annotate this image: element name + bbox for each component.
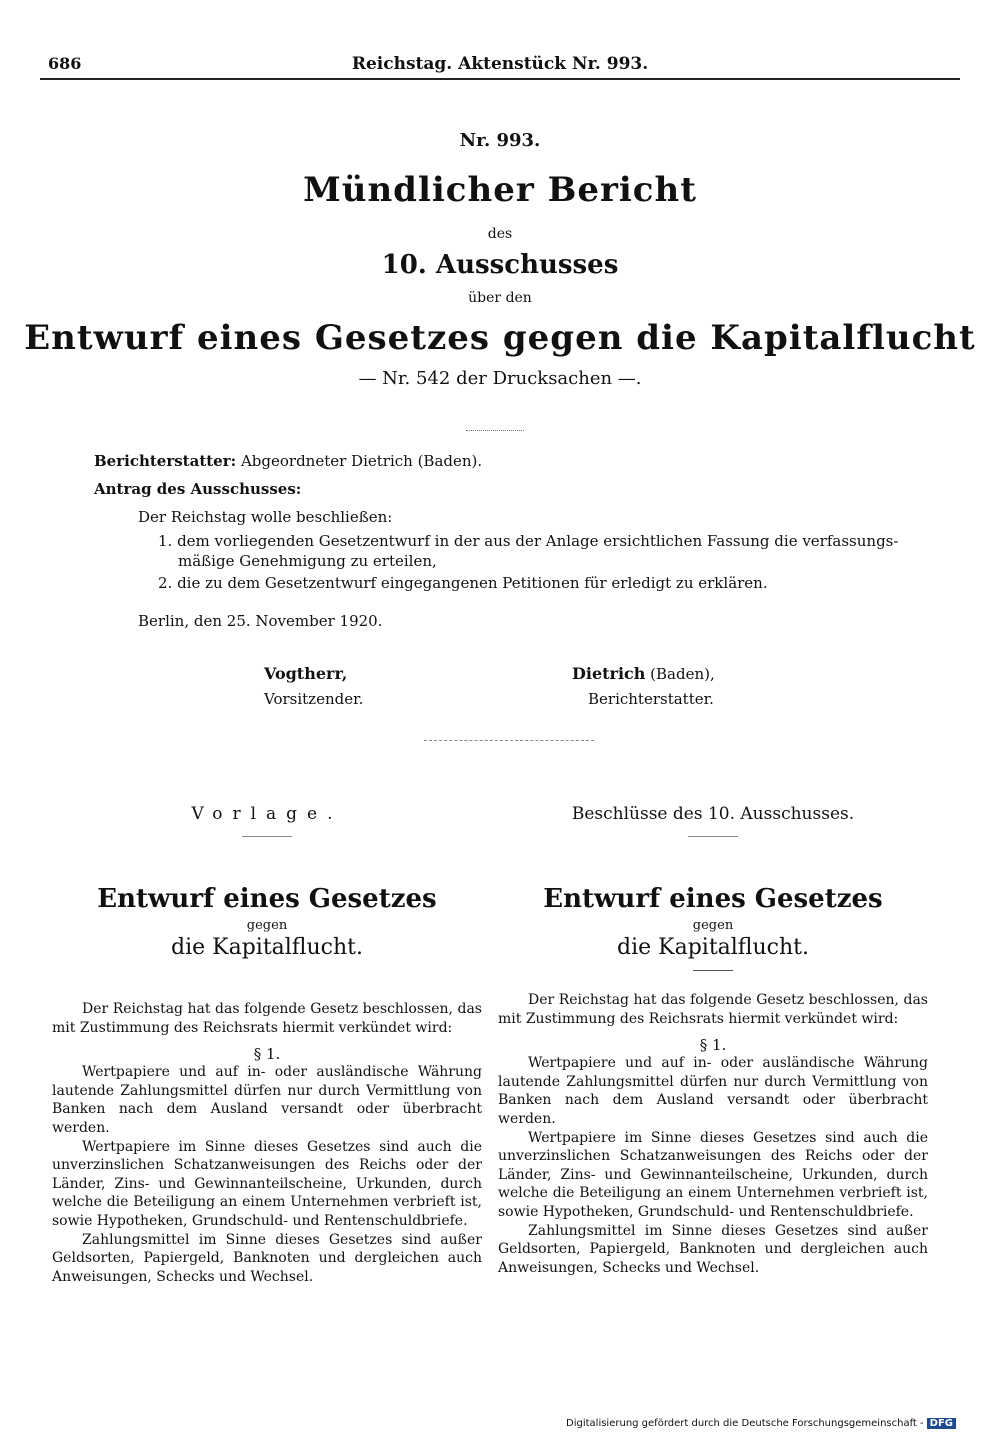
- left-draft-title: Entwurf eines Gesetzes: [97, 884, 437, 914]
- right-section-1: § 1.: [699, 1036, 727, 1055]
- right-gegen: gegen: [692, 918, 734, 933]
- antrag-label: Antrag des Ausschusses:: [94, 480, 302, 498]
- ueber-line: über den: [468, 290, 532, 306]
- subject-title: Entwurf eines Gesetzes gegen die Kapitalflucht: [24, 318, 976, 358]
- signature-reporter: [572, 664, 715, 683]
- right-column: [498, 884, 928, 1277]
- left-draft-subtitle: die Kapitalflucht.: [171, 935, 363, 960]
- dfg-logo: DFG: [927, 1418, 956, 1429]
- antrag-intro: Der Reichstag wolle beschließen:: [138, 508, 393, 526]
- right-draft-title: Entwurf eines Gesetzes: [543, 884, 883, 914]
- left-paragraph-3: Zahlungsmittel im Sinne dieses Gesetzes sind außer Geldsorten, Papiergeld, Banknoten und dergleichen auch Anweisungen, Schecks und Wechsel.: [52, 1231, 482, 1285]
- right-draft-subtitle: die Kapitalflucht.: [617, 935, 809, 960]
- page-number: 686: [48, 54, 82, 73]
- des-line: des: [487, 226, 513, 242]
- document-heading: Mündlicher Bericht: [303, 170, 697, 210]
- rule: [688, 836, 738, 837]
- berichterstatter-value: Abgeordneter Dietrich (Baden).: [240, 452, 483, 470]
- signature-reporter-suffix: (Baden),: [645, 665, 715, 683]
- header-rule: [40, 78, 960, 80]
- footer-text: Digitalisierung gefördert durch die Deutsche Forschungsgemeinschaft -: [566, 1418, 924, 1429]
- left-paragraph-1: Wertpapiere und auf in- oder ausländische Währung lautende Zahlungsmittel dürfen nur durch Vermittlung von Banken nach dem Ausland versandt oder überbracht werden.: [52, 1064, 482, 1136]
- digitization-footer: [566, 1418, 956, 1429]
- signature-reporter-name: Dietrich: [572, 664, 646, 683]
- left-gegen: gegen: [246, 918, 288, 933]
- title-rule: [693, 970, 733, 971]
- antrag-item-2: 2. die zu dem Gesetzentwurf eingegangenen Petitionen für erledigt zu erklären.: [158, 574, 768, 592]
- signature-chair-role: Vorsitzender.: [264, 690, 364, 708]
- antrag-item-1-cont: mäßige Genehmigung zu erteilen,: [178, 552, 437, 570]
- left-column: [52, 884, 482, 1286]
- right-paragraph-2: Wertpapiere im Sinne dieses Gesetzes sind auch die unverzinslichen Schatzanweisungen des Reichs oder der Länder, Zins- und Gewinnanteilscheine, Urkunden, durch welche die Beteiligung an einem Unternehmen verbrieft ist, sowie Hypotheken, Grundschuld- und Rentenschuldbriefe.: [498, 1129, 928, 1220]
- column-header-vorlage: Vorlage.: [191, 804, 343, 824]
- column-header-beschluesse: Beschlüsse des 10. Ausschusses.: [571, 804, 855, 824]
- left-paragraph-2: Wertpapiere im Sinne dieses Gesetzes sind auch die unverzinslichen Schatzanweisungen des Reichs oder der Länder, Zins- und Gewinnanteilscheine, Urkunden, durch welche die Beteiligung an einem Unternehmen verbrieft ist, sowie Hypotheken, Grundschuld- und Rentenschuldbriefe.: [52, 1138, 482, 1229]
- left-section-1: § 1.: [253, 1045, 281, 1064]
- signature-chair-name: Vogtherr,: [264, 664, 348, 683]
- right-preamble: Der Reichstag hat das folgende Gesetz beschlossen, das mit Zustimmung des Reichsrats hiermit verkündet wird:: [498, 992, 928, 1027]
- rule: [242, 836, 292, 837]
- committee-title: 10. Ausschusses: [381, 250, 619, 280]
- berichterstatter-label: Berichterstatter:: [94, 452, 237, 470]
- right-paragraph-3: Zahlungsmittel im Sinne dieses Gesetzes sind außer Geldsorten, Papiergeld, Banknoten und dergleichen auch Anweisungen, Schecks und Wechsel.: [498, 1222, 928, 1276]
- signature-reporter-role: Berichterstatter.: [588, 690, 714, 708]
- left-preamble: Der Reichstag hat das folgende Gesetz beschlossen, das mit Zustimmung des Reichsrats hiermit verkündet wird:: [52, 1001, 482, 1036]
- right-paragraph-1: Wertpapiere und auf in- oder ausländische Währung lautende Zahlungsmittel dürfen nur durch Vermittlung von Banken nach dem Ausland versandt oder überbracht werden.: [498, 1055, 928, 1127]
- report-date: Berlin, den 25. November 1920.: [138, 612, 383, 630]
- document-number: Nr. 993.: [459, 130, 541, 151]
- divider: [466, 430, 524, 431]
- drucksachen-ref: — Nr. 542 der Drucksachen —.: [358, 368, 642, 389]
- antrag-item-1: 1. dem vorliegenden Gesetzentwurf in der aus der Anlage ersichtlichen Fassung die verfassungs-: [158, 532, 899, 550]
- berichterstatter-line: [94, 452, 482, 470]
- section-separator: [424, 740, 594, 741]
- running-title: Reichstag. Aktenstück Nr. 993.: [351, 54, 649, 74]
